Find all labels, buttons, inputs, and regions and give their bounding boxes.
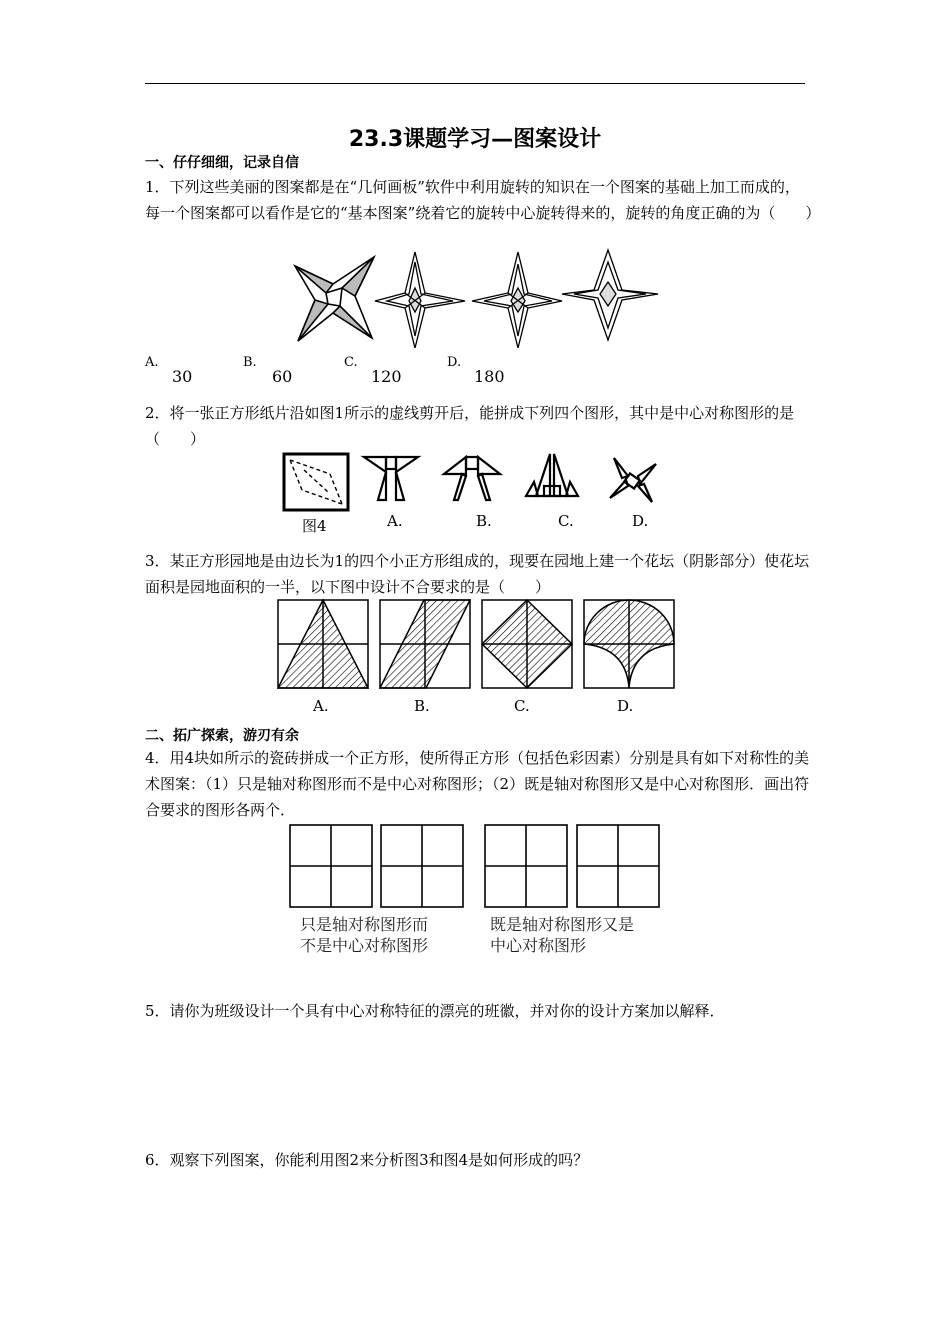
q2-label-d: D. bbox=[632, 512, 649, 530]
q4-caption-right-line2: 中心对称图形 bbox=[490, 936, 587, 955]
star-figure-a bbox=[295, 257, 374, 341]
q2-label-c: C. bbox=[558, 512, 574, 530]
question-5-text: 5．请你为班级设计一个具有中心对称特征的漂亮的班徽，并对你的设计方案加以解释． bbox=[145, 1002, 725, 1020]
q3-label-c: C. bbox=[514, 697, 530, 715]
q1-option-b-label: B. bbox=[243, 355, 257, 370]
q2-shape-a bbox=[364, 457, 418, 500]
q1-option-c-label: C. bbox=[344, 355, 358, 370]
q1-option-c-value: 120 bbox=[371, 367, 402, 386]
header-rule bbox=[145, 83, 805, 84]
q2-shape-c bbox=[526, 454, 578, 496]
q4-caption-left-line2: 不是中心对称图形 bbox=[300, 936, 429, 955]
q3-label-b: B. bbox=[414, 697, 430, 715]
q4-grid-1 bbox=[290, 825, 372, 907]
q4-caption-right-line1: 既是轴对称图形又是 bbox=[490, 915, 635, 934]
star-figure-d bbox=[562, 250, 658, 340]
q1-option-a-label: A. bbox=[145, 355, 159, 370]
star-figure-c bbox=[472, 252, 562, 348]
q2-label-a: A. bbox=[387, 512, 403, 530]
q4-grid-4 bbox=[577, 825, 659, 907]
star-figure-b bbox=[375, 252, 465, 348]
q3-design-b bbox=[380, 600, 470, 688]
q1-option-b-value: 60 bbox=[272, 367, 293, 386]
question-3-text: 3．某正方形园地是由边长为1的四个小正方形组成的，现要在园地上建一个花坛（阴影部分）使花坛面积是园地面积的一半，以下图中设计不合要求的是（ ） bbox=[145, 552, 810, 596]
q4-grid-2 bbox=[381, 825, 463, 907]
question-4-text: 4．用4块如所示的瓷砖拼成一个正方形，使所得正方形（包括色彩因素）分别是具有如下对称性的美术图案：（1）只是轴对称图形而不是中心对称图形；（2）既是轴对称图形又是中心对称图形．画出符合要求的图形各两个． bbox=[145, 749, 810, 819]
question-6-text: 6．观察下列图案，你能利用图2来分析图3和图4是如何形成的吗？ bbox=[145, 1151, 589, 1169]
q1-star-figures bbox=[290, 248, 662, 348]
q1-option-d-label: D. bbox=[447, 355, 462, 370]
q3-label-d: D. bbox=[617, 697, 634, 715]
q2-cut-square bbox=[284, 454, 348, 510]
q2-label-b: B. bbox=[476, 512, 492, 530]
q1-option-d-value: 180 bbox=[474, 367, 505, 386]
question-1-text: 1．下列这些美丽的图案都是在“几何画板”软件中利用旋转的知识在一个图案的基础上加工而成的，每一个图案都可以看作是它的“基本图案”绕着它的旋转中心旋转得来的，旋转的角度正确的为（ ） bbox=[145, 178, 821, 222]
q2-shape-d bbox=[610, 458, 656, 502]
section-1-heading: 一、仔仔细细，记录自信 bbox=[145, 155, 299, 171]
q4-tile-grids bbox=[288, 823, 662, 909]
q1-option-a-value: 30 bbox=[172, 367, 193, 386]
question-2-text: 2．将一张正方形纸片沿如图1所示的虚线剪开后，能拼成下列四个图形，其中是中心对称图形的是（ ） bbox=[145, 404, 795, 448]
q2-shape-b bbox=[444, 457, 500, 500]
q3-garden-figures bbox=[276, 598, 678, 692]
q3-label-a: A. bbox=[313, 697, 329, 715]
page-title: 23.3课题学习—图案设计 bbox=[348, 127, 602, 152]
q3-design-d bbox=[584, 600, 674, 688]
q2-shape-figures bbox=[282, 452, 672, 514]
q4-grid-3 bbox=[485, 825, 567, 907]
q4-caption-left-line1: 只是轴对称图形而 bbox=[300, 915, 429, 934]
section-2-heading: 二、拓广探索，游刃有余 bbox=[145, 728, 299, 744]
q2-figure-caption: 图4 bbox=[302, 517, 327, 535]
q3-design-a bbox=[278, 600, 368, 688]
q3-design-c bbox=[482, 600, 572, 688]
